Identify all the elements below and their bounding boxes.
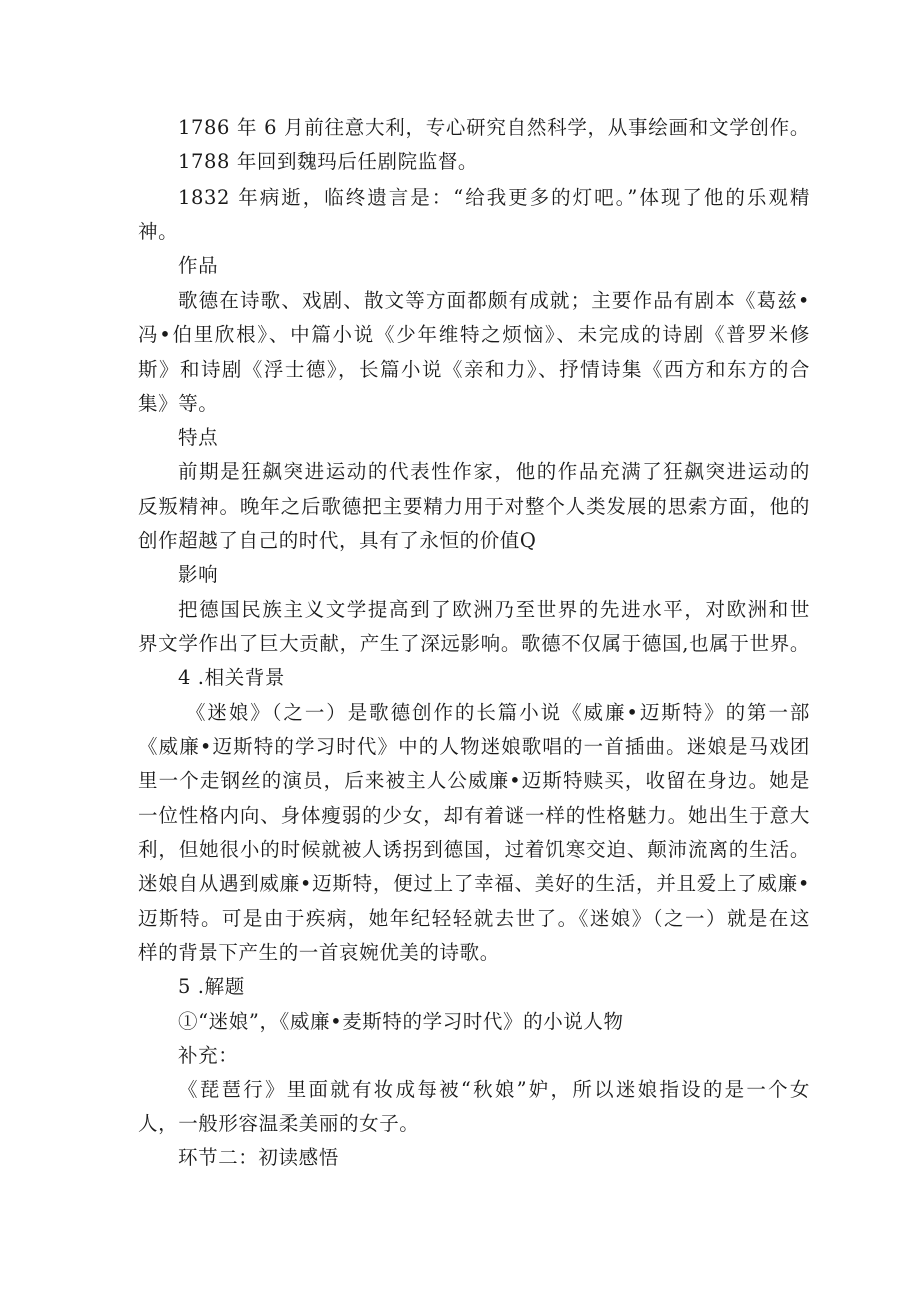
text-line-28: 补充： xyxy=(178,1044,239,1067)
text-line-19: 《威廉•迈斯特的学习时代》中的人物迷娘歌唱的一首插曲。迷娘是马戏团 xyxy=(138,735,810,758)
text-line-6: 歌德在诗歌、戏剧、散文等方面都颇有成就；主要作品有剧本《葛兹• xyxy=(178,289,810,312)
text-line-15: 把德国民族主义文学提高到了欧洲乃至世界的先进水平，对欧洲和世 xyxy=(178,598,810,621)
heading-influence: 影响 xyxy=(178,563,219,586)
text-line-9: 集》等。 xyxy=(138,392,219,415)
text-line-18: 《迷娘》（之一）是歌德创作的长篇小说《威廉•迈斯特》的第一部 xyxy=(186,701,810,724)
text-line-29: 《琵琶行》里面就有妆成每被“秋娘”妒，所以迷娘指设的是一个女 xyxy=(178,1078,810,1101)
text-line-30: 人，一般形容温柔美丽的女子。 xyxy=(138,1112,420,1135)
text-line-23: 迷娘自从遇到威廉•迈斯特，便过上了幸福、美好的生活，并且爱上了威廉• xyxy=(138,872,810,895)
text-line-12: 反叛精神。晚年之后歌德把主要精力用于对整个人类发展的思索方面，他的 xyxy=(138,495,810,518)
text-line-1: 1786 年 6 月前往意大利，专心研究自然科学，从事绘画和文学创作。 xyxy=(178,116,810,139)
text-line-8: 斯》和诗剧《浮士德》，长篇小说《亲和力》、抒情诗集《西方和东方的合 xyxy=(138,358,810,381)
text-line-3: 1832 年病逝，临终遗言是：“给我更多的灯吧。”体现了他的乐观精 xyxy=(178,186,810,209)
text-line-13: 创作超越了自己的时代，具有了永恒的价值Q xyxy=(138,529,537,552)
section-heading-first-reading: 环节二：初读感悟 xyxy=(178,1146,339,1169)
text-line-7: 冯•伯里欣根》、中篇小说《少年维特之烦恼》、未完成的诗剧《普罗米修 xyxy=(138,323,810,346)
heading-features: 特点 xyxy=(178,426,219,449)
section-heading-title-explanation: 5 .解题 xyxy=(178,975,245,998)
text-line-11: 前期是狂飙突进运动的代表性作家，他的作品充满了狂飙突进运动的 xyxy=(178,460,810,483)
text-line-25: 样的背景下产生的一首哀婉优美的诗歌。 xyxy=(138,941,500,964)
text-line-16: 界文学作出了巨大贡献，产生了深远影响。歌德不仅属于德国,也属于世界。 xyxy=(138,632,810,655)
text-line-20: 里一个走钢丝的演员，后来被主人公威廉•迈斯特赎买，收留在身边。她是 xyxy=(138,769,810,792)
text-line-4: 神。 xyxy=(138,220,179,243)
text-line-24: 迈斯特。可是由于疾病，她年纪轻轻就去世了。《迷娘》（之一）就是在这 xyxy=(138,907,810,930)
text-line-27: ①“迷娘”，《威廉•麦斯特的学习时代》的小说人物 xyxy=(178,1010,624,1033)
heading-works: 作品 xyxy=(178,254,219,277)
text-line-2: 1788 年回到魏玛后任剧院监督。 xyxy=(178,150,479,173)
section-heading-background: 4 .相关背景 xyxy=(178,666,286,689)
text-line-22: 利，但她很小的时候就被人诱拐到德国，过着饥寒交迫、颠沛流离的生活。 xyxy=(138,838,810,861)
text-line-21: 一位性格内向、身体瘦弱的少女，却有着谜一样的性格魅力。她出生于意大 xyxy=(138,804,810,827)
